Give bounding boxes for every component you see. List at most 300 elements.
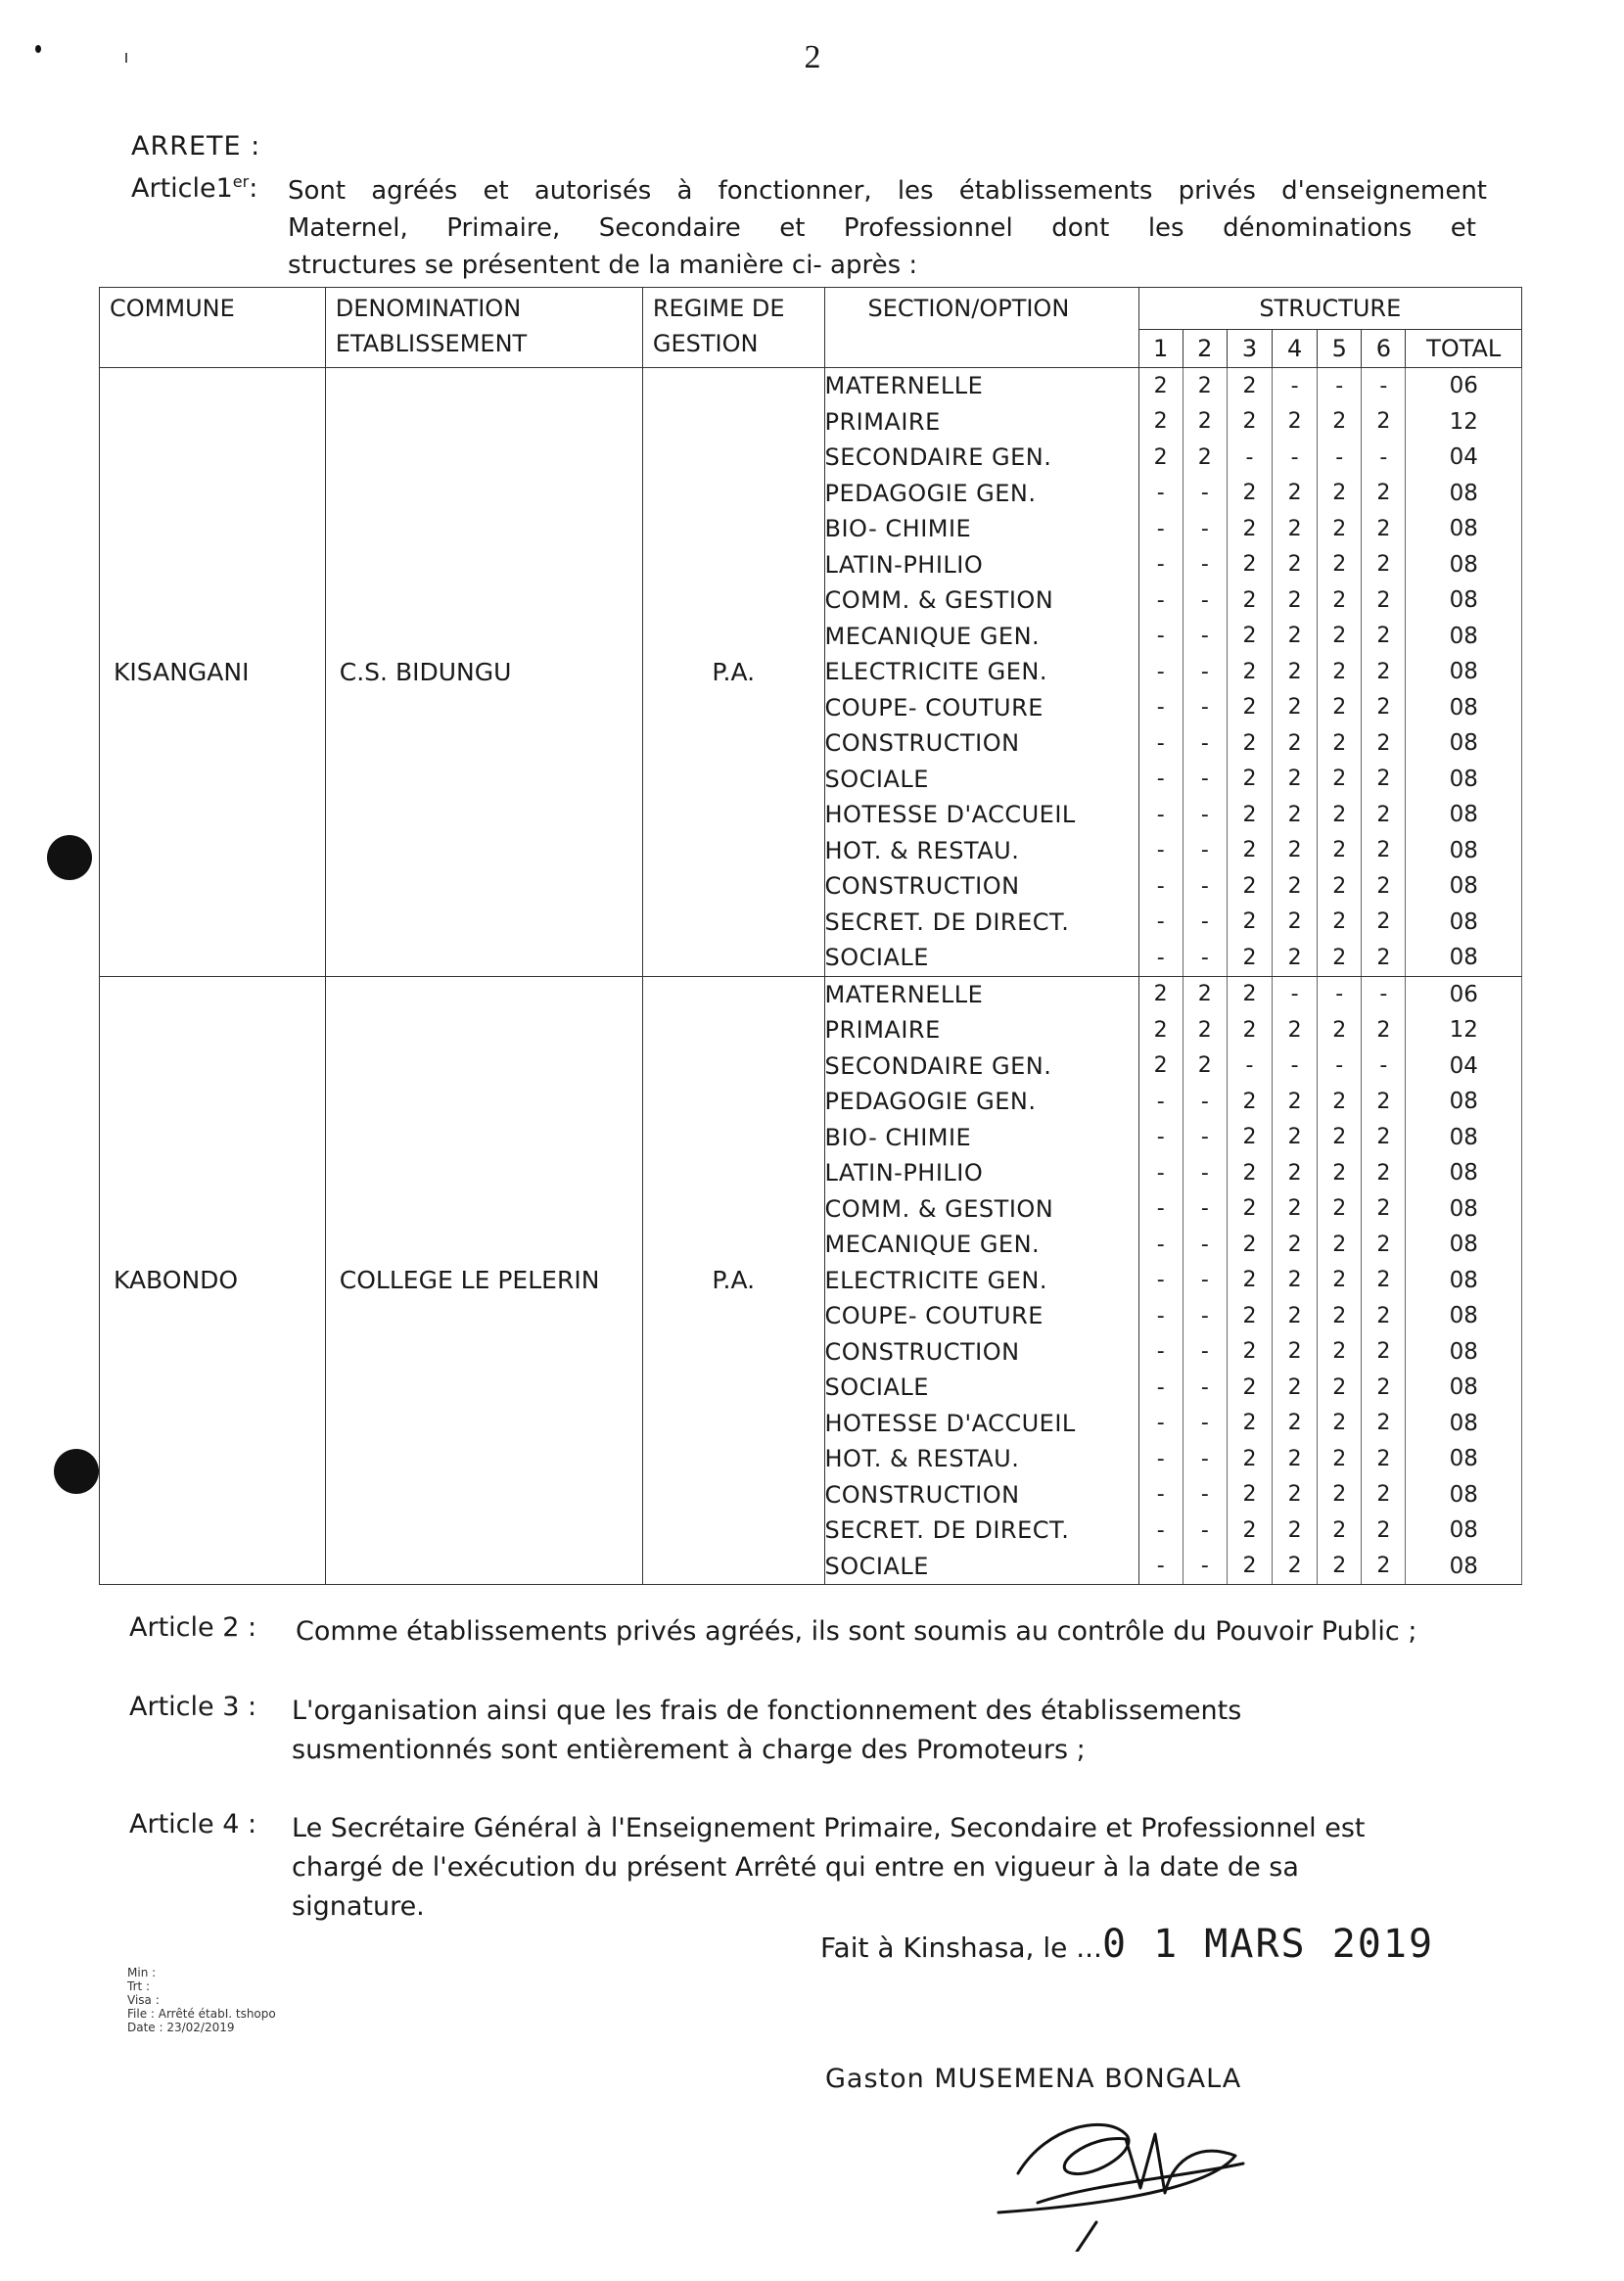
- cell-year-3: 2: [1227, 1441, 1272, 1477]
- cell-year-4: 2: [1273, 511, 1318, 547]
- cell-year-3: 2: [1227, 582, 1272, 619]
- cell-year-6: 2: [1362, 547, 1406, 583]
- cell-year-2: -: [1183, 1441, 1227, 1477]
- cell-total: 08: [1406, 1441, 1522, 1477]
- cell-year-5: -: [1318, 440, 1362, 476]
- cell-year-2: -: [1183, 1120, 1227, 1156]
- cell-year-6: 2: [1362, 940, 1406, 976]
- cell-year-1: -: [1138, 1191, 1183, 1228]
- cell-year-5: -: [1318, 1048, 1362, 1085]
- cell-year-1: -: [1138, 1549, 1183, 1585]
- cell-year-4: 2: [1273, 476, 1318, 512]
- cell-year-6: 2: [1362, 1191, 1406, 1228]
- cell-year-3: 2: [1227, 1155, 1272, 1191]
- cell-year-1: -: [1138, 868, 1183, 905]
- cell-year-2: -: [1183, 1334, 1227, 1371]
- cell-section: PEDAGOGIE GEN.: [824, 476, 1138, 512]
- cell-year-1: 2: [1138, 404, 1183, 441]
- cell-year-5: 2: [1318, 511, 1362, 547]
- cell-section: MECANIQUE GEN.: [824, 619, 1138, 655]
- cell-year-5: 2: [1318, 690, 1362, 726]
- signature-place-date: Fait à Kinshasa, le ...0 1 MARS 2019: [820, 1922, 1435, 1967]
- cell-total: 08: [1406, 1227, 1522, 1263]
- cell-year-1: -: [1138, 690, 1183, 726]
- cell-year-6: 2: [1362, 582, 1406, 619]
- cell-section: ELECTRICITE GEN.: [824, 1263, 1138, 1299]
- cell-year-2: 2: [1183, 440, 1227, 476]
- cell-year-5: 2: [1318, 1120, 1362, 1156]
- header-structure: STRUCTURE: [1138, 288, 1521, 330]
- page-number: 2: [804, 39, 821, 75]
- cell-year-2: -: [1183, 762, 1227, 798]
- cell-year-6: 2: [1362, 1334, 1406, 1371]
- cell-year-6: 2: [1362, 1263, 1406, 1299]
- cell-year-3: 2: [1227, 1334, 1272, 1371]
- cell-year-2: -: [1183, 833, 1227, 869]
- cell-section: LATIN-PHILIO: [824, 1155, 1138, 1191]
- cell-total: 08: [1406, 1298, 1522, 1334]
- header-total: TOTAL: [1406, 330, 1522, 368]
- cell-year-1: 2: [1138, 1012, 1183, 1048]
- cell-year-1: -: [1138, 1370, 1183, 1406]
- cell-denomination: COLLEGE LE PELERIN: [325, 976, 642, 1585]
- cell-year-6: 2: [1362, 833, 1406, 869]
- cell-year-6: 2: [1362, 1370, 1406, 1406]
- cell-year-2: -: [1183, 1406, 1227, 1442]
- cell-year-2: -: [1183, 905, 1227, 941]
- cell-year-1: -: [1138, 1227, 1183, 1263]
- cell-section: CONSTRUCTION: [824, 1334, 1138, 1371]
- cell-year-6: 2: [1362, 690, 1406, 726]
- arrete-heading: ARRETE :: [131, 131, 261, 162]
- cell-section: HOTESSE D'ACCUEIL: [824, 797, 1138, 833]
- cell-year-4: 2: [1273, 1084, 1318, 1120]
- cell-total: 08: [1406, 654, 1522, 690]
- cell-year-6: 2: [1362, 1441, 1406, 1477]
- cell-total: 08: [1406, 547, 1522, 583]
- cell-year-3: -: [1227, 440, 1272, 476]
- cell-year-3: 2: [1227, 976, 1272, 1012]
- cell-year-5: 2: [1318, 1191, 1362, 1228]
- cell-total: 08: [1406, 1120, 1522, 1156]
- cell-year-6: 2: [1362, 1513, 1406, 1549]
- cell-year-4: 2: [1273, 654, 1318, 690]
- cell-year-6: 2: [1362, 1084, 1406, 1120]
- cell-year-1: -: [1138, 476, 1183, 512]
- cell-year-6: 2: [1362, 619, 1406, 655]
- cell-year-2: -: [1183, 476, 1227, 512]
- cell-total: 08: [1406, 905, 1522, 941]
- cell-year-6: -: [1362, 1048, 1406, 1085]
- cell-year-4: 2: [1273, 619, 1318, 655]
- cell-total: 08: [1406, 1477, 1522, 1513]
- cell-year-1: 2: [1138, 368, 1183, 404]
- cell-total: 08: [1406, 1155, 1522, 1191]
- cell-year-3: -: [1227, 1048, 1272, 1085]
- cell-total: 08: [1406, 833, 1522, 869]
- cell-year-3: 2: [1227, 833, 1272, 869]
- table-row: [100, 976, 1522, 1012]
- cell-year-1: -: [1138, 725, 1183, 762]
- cell-year-5: 2: [1318, 547, 1362, 583]
- cell-year-2: -: [1183, 1191, 1227, 1228]
- cell-year-6: 2: [1362, 1477, 1406, 1513]
- cell-year-5: 2: [1318, 619, 1362, 655]
- cell-section: HOT. & RESTAU.: [824, 833, 1138, 869]
- cell-year-6: -: [1362, 976, 1406, 1012]
- cell-year-2: -: [1183, 582, 1227, 619]
- cell-year-5: 2: [1318, 1155, 1362, 1191]
- cell-section: COMM. & GESTION: [824, 1191, 1138, 1228]
- cell-year-3: 2: [1227, 1406, 1272, 1442]
- cell-year-5: 2: [1318, 1370, 1362, 1406]
- cell-year-2: -: [1183, 1227, 1227, 1263]
- cell-total: 08: [1406, 511, 1522, 547]
- cell-total: 08: [1406, 725, 1522, 762]
- cell-year-3: 2: [1227, 1227, 1272, 1263]
- article4-label: Article 4 :: [129, 1809, 257, 1839]
- cell-year-1: -: [1138, 1084, 1183, 1120]
- cell-year-3: 2: [1227, 654, 1272, 690]
- cell-total: 06: [1406, 368, 1522, 404]
- cell-year-4: 2: [1273, 1549, 1318, 1585]
- cell-year-3: 2: [1227, 619, 1272, 655]
- cell-year-3: 2: [1227, 368, 1272, 404]
- cell-total: 08: [1406, 476, 1522, 512]
- cell-section: CONSTRUCTION: [824, 725, 1138, 762]
- cell-year-2: 2: [1183, 404, 1227, 441]
- cell-year-1: -: [1138, 619, 1183, 655]
- cell-year-6: 2: [1362, 1155, 1406, 1191]
- cell-year-5: -: [1318, 976, 1362, 1012]
- cell-section: PRIMAIRE: [824, 1012, 1138, 1048]
- cell-section: COMM. & GESTION: [824, 582, 1138, 619]
- cell-total: 08: [1406, 690, 1522, 726]
- cell-commune: KABONDO: [100, 976, 326, 1585]
- cell-year-4: 2: [1273, 1441, 1318, 1477]
- cell-year-4: 2: [1273, 1155, 1318, 1191]
- cell-total: 12: [1406, 404, 1522, 441]
- cell-denomination: C.S. BIDUNGU: [325, 368, 642, 977]
- cell-section: COUPE- COUTURE: [824, 690, 1138, 726]
- cell-year-1: -: [1138, 1477, 1183, 1513]
- cell-year-3: 2: [1227, 1263, 1272, 1299]
- cell-year-5: 2: [1318, 1477, 1362, 1513]
- cell-year-1: 2: [1138, 1048, 1183, 1085]
- cell-section: SECONDAIRE GEN.: [824, 440, 1138, 476]
- cell-year-1: -: [1138, 940, 1183, 976]
- cell-year-5: 2: [1318, 762, 1362, 798]
- cell-year-5: 2: [1318, 1334, 1362, 1371]
- cell-year-1: -: [1138, 1298, 1183, 1334]
- cell-year-4: 2: [1273, 1334, 1318, 1371]
- cell-year-3: 2: [1227, 725, 1272, 762]
- cell-total: 08: [1406, 1549, 1522, 1585]
- cell-total: 04: [1406, 440, 1522, 476]
- cell-year-1: -: [1138, 797, 1183, 833]
- cell-total: 06: [1406, 976, 1522, 1012]
- cell-section: SOCIALE: [824, 762, 1138, 798]
- cell-year-6: 2: [1362, 868, 1406, 905]
- binder-hole-mark: [54, 1449, 99, 1494]
- cell-year-2: -: [1183, 1370, 1227, 1406]
- cell-year-2: -: [1183, 1155, 1227, 1191]
- cell-section: CONSTRUCTION: [824, 868, 1138, 905]
- cell-total: 08: [1406, 1191, 1522, 1228]
- cell-regime: P.A.: [642, 368, 824, 977]
- cell-year-4: 2: [1273, 725, 1318, 762]
- cell-year-1: 2: [1138, 976, 1183, 1012]
- article3-label: Article 3 :: [129, 1692, 257, 1722]
- cell-section: ELECTRICITE GEN.: [824, 654, 1138, 690]
- cell-year-4: 2: [1273, 905, 1318, 941]
- cell-year-5: 2: [1318, 940, 1362, 976]
- cell-year-4: 2: [1273, 1120, 1318, 1156]
- cell-year-6: 2: [1362, 511, 1406, 547]
- cell-year-5: 2: [1318, 797, 1362, 833]
- cell-year-1: -: [1138, 582, 1183, 619]
- cell-year-1: -: [1138, 905, 1183, 941]
- cell-year-1: -: [1138, 1120, 1183, 1156]
- cell-section: PRIMAIRE: [824, 404, 1138, 441]
- cell-year-6: 2: [1362, 1549, 1406, 1585]
- cell-year-5: 2: [1318, 476, 1362, 512]
- cell-section: SOCIALE: [824, 1549, 1138, 1585]
- cell-year-6: -: [1362, 440, 1406, 476]
- cell-section: SOCIALE: [824, 1370, 1138, 1406]
- cell-year-2: -: [1183, 725, 1227, 762]
- cell-year-6: 2: [1362, 762, 1406, 798]
- cell-year-6: 2: [1362, 1227, 1406, 1263]
- cell-year-5: 2: [1318, 404, 1362, 441]
- cell-section: SOCIALE: [824, 940, 1138, 976]
- cell-total: 12: [1406, 1012, 1522, 1048]
- cell-year-6: -: [1362, 368, 1406, 404]
- handwritten-date: 0 1 MARS 2019: [1101, 1922, 1435, 1967]
- cell-year-5: 2: [1318, 1012, 1362, 1048]
- cell-section: SECONDAIRE GEN.: [824, 1048, 1138, 1085]
- cell-year-5: 2: [1318, 905, 1362, 941]
- cell-total: 08: [1406, 1406, 1522, 1442]
- cell-year-5: 2: [1318, 1298, 1362, 1334]
- cell-year-3: 2: [1227, 476, 1272, 512]
- cell-section: LATIN-PHILIO: [824, 547, 1138, 583]
- cell-total: 08: [1406, 1334, 1522, 1371]
- cell-year-2: -: [1183, 511, 1227, 547]
- cell-year-2: 2: [1183, 368, 1227, 404]
- binder-hole-mark-top: [35, 45, 41, 53]
- header-regime: REGIME DE GESTION: [642, 288, 824, 368]
- header-commune: COMMUNE: [100, 288, 326, 368]
- cell-year-4: -: [1273, 976, 1318, 1012]
- cell-year-4: 2: [1273, 797, 1318, 833]
- cell-total: 08: [1406, 868, 1522, 905]
- cell-section: SECRET. DE DIRECT.: [824, 905, 1138, 941]
- cell-year-2: -: [1183, 1084, 1227, 1120]
- cell-year-4: 2: [1273, 868, 1318, 905]
- cell-year-4: 2: [1273, 833, 1318, 869]
- cell-year-3: 2: [1227, 797, 1272, 833]
- cell-year-3: 2: [1227, 404, 1272, 441]
- cell-year-6: 2: [1362, 1012, 1406, 1048]
- cell-commune: KISANGANI: [100, 368, 326, 977]
- header-year-1: 1: [1138, 330, 1183, 368]
- cell-section: CONSTRUCTION: [824, 1477, 1138, 1513]
- cell-total: 08: [1406, 582, 1522, 619]
- cell-year-1: -: [1138, 1441, 1183, 1477]
- cell-year-5: 2: [1318, 1084, 1362, 1120]
- cell-year-2: -: [1183, 547, 1227, 583]
- cell-year-3: 2: [1227, 547, 1272, 583]
- cell-year-1: -: [1138, 511, 1183, 547]
- cell-year-2: -: [1183, 1298, 1227, 1334]
- header-denomination: DENOMINATION ETABLISSEMENT: [325, 288, 642, 368]
- cell-year-2: -: [1183, 1263, 1227, 1299]
- cell-year-4: 2: [1273, 1513, 1318, 1549]
- article1-label: Article1er:: [131, 172, 258, 204]
- cell-year-2: 2: [1183, 976, 1227, 1012]
- scan-mark: [125, 53, 127, 63]
- establishments-table: [99, 287, 1522, 1585]
- cell-year-6: 2: [1362, 1406, 1406, 1442]
- cell-year-2: 2: [1183, 1048, 1227, 1085]
- cell-year-4: 2: [1273, 1370, 1318, 1406]
- cell-year-5: 2: [1318, 1227, 1362, 1263]
- header-year-5: 5: [1318, 330, 1362, 368]
- cell-year-2: -: [1183, 619, 1227, 655]
- cell-year-5: 2: [1318, 1406, 1362, 1442]
- article3-text: L'organisation ainsi que les frais de fonctionnement des établissements susmentionnés sont entièrement à charge des Promoteurs ;: [292, 1696, 1242, 1765]
- handwritten-signature: [979, 2095, 1273, 2252]
- header-year-4: 4: [1273, 330, 1318, 368]
- cell-year-5: 2: [1318, 582, 1362, 619]
- cell-section: COUPE- COUTURE: [824, 1298, 1138, 1334]
- cell-year-4: 2: [1273, 690, 1318, 726]
- cell-year-2: -: [1183, 1477, 1227, 1513]
- cell-section: HOTESSE D'ACCUEIL: [824, 1406, 1138, 1442]
- cell-year-6: 2: [1362, 476, 1406, 512]
- cell-year-3: 2: [1227, 1477, 1272, 1513]
- cell-year-5: 2: [1318, 868, 1362, 905]
- cell-year-1: -: [1138, 1155, 1183, 1191]
- cell-year-4: 2: [1273, 1263, 1318, 1299]
- cell-year-1: -: [1138, 1334, 1183, 1371]
- cell-total: 08: [1406, 1370, 1522, 1406]
- cell-year-4: 2: [1273, 1012, 1318, 1048]
- cell-year-3: 2: [1227, 1549, 1272, 1585]
- header-year-2: 2: [1183, 330, 1227, 368]
- cell-total: 08: [1406, 797, 1522, 833]
- header-section: SECTION/OPTION: [824, 288, 1138, 368]
- cell-year-4: 2: [1273, 1477, 1318, 1513]
- cell-year-5: 2: [1318, 654, 1362, 690]
- header-year-6: 6: [1362, 330, 1406, 368]
- cell-year-1: 2: [1138, 440, 1183, 476]
- cell-year-3: 2: [1227, 1298, 1272, 1334]
- cell-total: 08: [1406, 1263, 1522, 1299]
- cell-year-4: 2: [1273, 404, 1318, 441]
- cell-year-2: -: [1183, 868, 1227, 905]
- cell-section: MATERNELLE: [824, 976, 1138, 1012]
- binder-hole-mark: [47, 835, 92, 880]
- cell-section: MECANIQUE GEN.: [824, 1227, 1138, 1263]
- cell-year-5: 2: [1318, 1263, 1362, 1299]
- cell-year-4: 2: [1273, 547, 1318, 583]
- cell-year-1: -: [1138, 547, 1183, 583]
- cell-year-1: -: [1138, 654, 1183, 690]
- cell-year-3: 2: [1227, 511, 1272, 547]
- cell-year-2: 2: [1183, 1012, 1227, 1048]
- cell-year-4: 2: [1273, 1227, 1318, 1263]
- cell-year-3: 2: [1227, 1012, 1272, 1048]
- cell-year-6: 2: [1362, 1298, 1406, 1334]
- cell-year-4: 2: [1273, 1298, 1318, 1334]
- cell-year-3: 2: [1227, 690, 1272, 726]
- cell-year-5: -: [1318, 368, 1362, 404]
- cell-year-4: 2: [1273, 762, 1318, 798]
- cell-section: BIO- CHIMIE: [824, 1120, 1138, 1156]
- cell-year-5: 2: [1318, 1513, 1362, 1549]
- cell-year-2: -: [1183, 797, 1227, 833]
- cell-year-4: 2: [1273, 940, 1318, 976]
- cell-year-3: 2: [1227, 940, 1272, 976]
- cell-year-6: 2: [1362, 1120, 1406, 1156]
- cell-year-4: 2: [1273, 582, 1318, 619]
- cell-year-3: 2: [1227, 1084, 1272, 1120]
- cell-regime: P.A.: [642, 976, 824, 1585]
- header-year-3: 3: [1227, 330, 1272, 368]
- article1-text: Sont agréés et autorisés à fonctionner, les établissements privés d'enseignement Maternel, Primaire, Secondaire et Professionnel dont les dénominations et structures se présentent de la manière ci- après :: [288, 176, 1487, 280]
- cell-year-5: 2: [1318, 833, 1362, 869]
- cell-year-6: 2: [1362, 654, 1406, 690]
- cell-year-1: -: [1138, 1513, 1183, 1549]
- cell-year-4: 2: [1273, 1406, 1318, 1442]
- cell-year-3: 2: [1227, 762, 1272, 798]
- cell-year-3: 2: [1227, 1120, 1272, 1156]
- cell-year-1: -: [1138, 1406, 1183, 1442]
- cell-year-4: 2: [1273, 1191, 1318, 1228]
- signer-name: Gaston MUSEMENA BONGALA: [825, 2064, 1242, 2094]
- article2-label: Article 2 :: [129, 1612, 257, 1643]
- cell-year-3: 2: [1227, 868, 1272, 905]
- cell-year-1: -: [1138, 1263, 1183, 1299]
- cell-year-4: -: [1273, 368, 1318, 404]
- cell-section: PEDAGOGIE GEN.: [824, 1084, 1138, 1120]
- cell-total: 08: [1406, 762, 1522, 798]
- cell-year-1: -: [1138, 833, 1183, 869]
- cell-year-5: 2: [1318, 1549, 1362, 1585]
- cell-year-1: -: [1138, 762, 1183, 798]
- cell-section: BIO- CHIMIE: [824, 511, 1138, 547]
- cell-year-4: -: [1273, 1048, 1318, 1085]
- cell-total: 08: [1406, 940, 1522, 976]
- article4-text: Le Secrétaire Général à l'Enseignement Primaire, Secondaire et Professionnel est chargé de l'exécution du présent Arrêté qui entre en vigueur à la date de sa signature.: [292, 1813, 1366, 1922]
- table-row: [100, 368, 1522, 404]
- article2-text: Comme établissements privés agréés, ils sont soumis au contrôle du Pouvoir Public ;: [296, 1616, 1417, 1647]
- cell-year-3: 2: [1227, 1191, 1272, 1228]
- cell-year-6: 2: [1362, 404, 1406, 441]
- cell-section: HOT. & RESTAU.: [824, 1441, 1138, 1477]
- cell-year-5: 2: [1318, 725, 1362, 762]
- cell-year-6: 2: [1362, 905, 1406, 941]
- cell-year-2: -: [1183, 940, 1227, 976]
- document-metadata: Min : Trt : Visa : File : Arrêté étabI. tshopo Date : 23/02/2019: [127, 1966, 276, 2034]
- cell-section: MATERNELLE: [824, 368, 1138, 404]
- cell-year-4: -: [1273, 440, 1318, 476]
- cell-year-2: -: [1183, 1549, 1227, 1585]
- cell-total: 04: [1406, 1048, 1522, 1085]
- cell-total: 08: [1406, 619, 1522, 655]
